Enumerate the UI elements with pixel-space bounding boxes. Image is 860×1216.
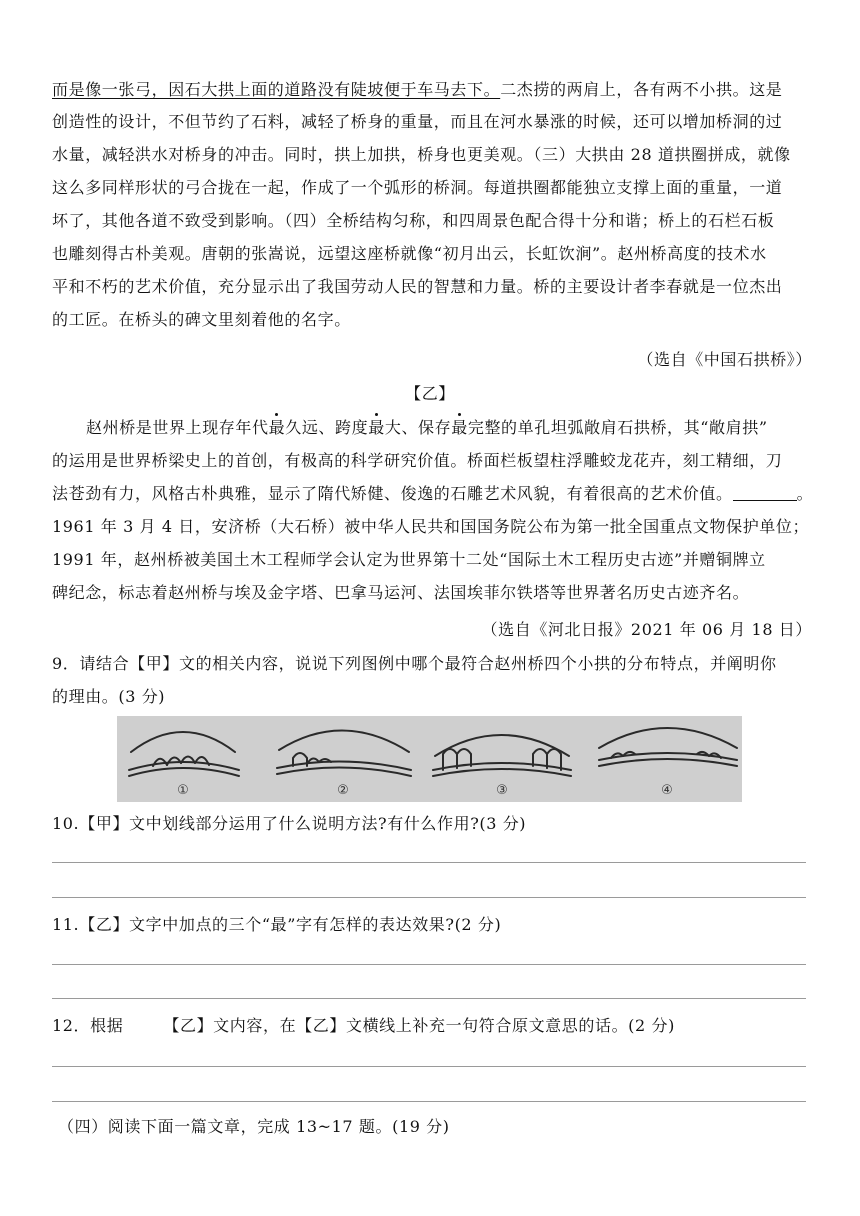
- answer-line-11a[interactable]: [52, 964, 806, 965]
- yi-line-2: 的运用是世界桥梁史上的首创，有极高的科学研究价值。桥面栏板望柱浮雕蛟龙花卉，刻工精细，刀: [52, 451, 783, 470]
- jia-line-6: 也雕刻得古朴美观。唐朝的张嵩说，远望这座桥就像“初月出云，长虹饮涧”。赵州桥高度的技术水: [52, 244, 767, 263]
- question-11: 11.【乙】文字中加点的三个“最”字有怎样的表达效果?(2 分): [52, 915, 502, 934]
- answer-line-10b[interactable]: [52, 897, 806, 898]
- answer-line-10a[interactable]: [52, 862, 806, 863]
- arch-diagram-1: [129, 732, 239, 776]
- dotted-zui-1: 最: [268, 418, 286, 437]
- figure-label-3: ③: [496, 783, 508, 798]
- arch-diagram-figure: [117, 716, 742, 802]
- jia-line-1: 而是像一张弓，因石大拱上面的道路没有陡坡便于车马去下。二杰捞的两肩上，各有两不小拱。这是: [52, 80, 783, 99]
- yi-line-5: 1991 年，赵州桥被美国土木工程师学会认定为世界第十二处“国际土木工程历史古迹”并赠铜牌立: [52, 550, 766, 569]
- jia-line-2: 创造性的设计，不但节约了石料，减轻了桥身的重量，而且在河水暴涨的时候，还可以增加桥洞的过: [52, 112, 783, 131]
- question-9-line-1: 9．请结合【甲】文的相关内容，说说下列图例中哪个最符合赵州桥四个小拱的分布特点，并阐明你: [52, 654, 777, 673]
- answer-line-11b[interactable]: [52, 998, 806, 999]
- arch-diagrams-svg: [117, 716, 742, 802]
- question-12: 12．根据 【乙】文内容，在【乙】文横线上补充一句符合原文意思的话。(2 分): [52, 1016, 675, 1035]
- question-9-line-2: 的理由。(3 分): [52, 687, 166, 706]
- dotted-zui-2: 最: [368, 418, 385, 437]
- jia-line-4: 这么多同样形状的弓合拢在一起，作成了一个弧形的桥洞。每道拱圈都能独立支撑上面的重量，一道: [52, 178, 783, 197]
- jia-line-8: 的工匠。在桥头的碑文里刻着他的名字。: [52, 310, 351, 329]
- arch-diagram-2: [277, 730, 411, 776]
- question-10: 10.【甲】文中划线部分运用了什么说明方法?有什么作用?(3 分): [52, 814, 527, 833]
- arch-diagram-3: [433, 735, 571, 776]
- figure-label-2: ②: [337, 783, 349, 798]
- arch-diagram-4: [599, 728, 737, 766]
- section-4-heading: （四）阅读下面一篇文章，完成 13~17 题。(19 分): [58, 1117, 450, 1136]
- yi-line-3: 法苍劲有力，风格古朴典雅，显示了隋代矫健、俊逸的石雕艺术风貌，有着很高的艺术价值。 。: [52, 484, 814, 503]
- jia-source: （选自《中国石拱桥》）: [637, 350, 812, 369]
- answer-line-12b[interactable]: [52, 1101, 806, 1102]
- figure-label-4: ④: [661, 783, 673, 798]
- yi-source: （选自《河北日报》2021 年 06 月 18 日）: [481, 620, 812, 639]
- yi-line-1: 赵州桥是世界上现存年代最久远、跨度最大、保存最完整的单孔坦弧敞肩石拱桥，其“敞肩拱”: [86, 418, 768, 437]
- figure-label-1: ①: [177, 783, 189, 798]
- yi-line-4: 1961 年 3 月 4 日，安济桥（大石桥）被中华人民共和国国务院公布为第一批全国重点文物保护单位；: [52, 517, 810, 536]
- answer-line-12a[interactable]: [52, 1066, 806, 1067]
- jia-line-5: 坏了，其他各道不致受到影响。（四）全桥结构匀称，和四周景色配合得十分和谐；桥上的石栏石板: [52, 211, 775, 230]
- jia-line-3: 水量，减轻洪水对桥身的冲击。同时，拱上加拱，桥身也更美观。（三）大拱由 28 道拱圈拼成，就像: [52, 145, 791, 164]
- yi-line-6: 碑纪念，标志着赵州桥与埃及金字塔、巴拿马运河、法国埃菲尔铁塔等世界著名历史古迹齐名。: [52, 583, 750, 602]
- yi-heading: 【乙】: [405, 384, 455, 403]
- fill-in-blank[interactable]: [733, 486, 797, 501]
- underlined-sentence: 而是像一张弓，因石大拱上面的道路没有陡坡便于车马去下。: [52, 80, 501, 99]
- dotted-zui-3: 最: [451, 418, 468, 437]
- jia-line-7: 平和不朽的艺术价值，充分显示出了我国劳动人民的智慧和力量。桥的主要设计者李春就是一位杰出: [52, 277, 783, 296]
